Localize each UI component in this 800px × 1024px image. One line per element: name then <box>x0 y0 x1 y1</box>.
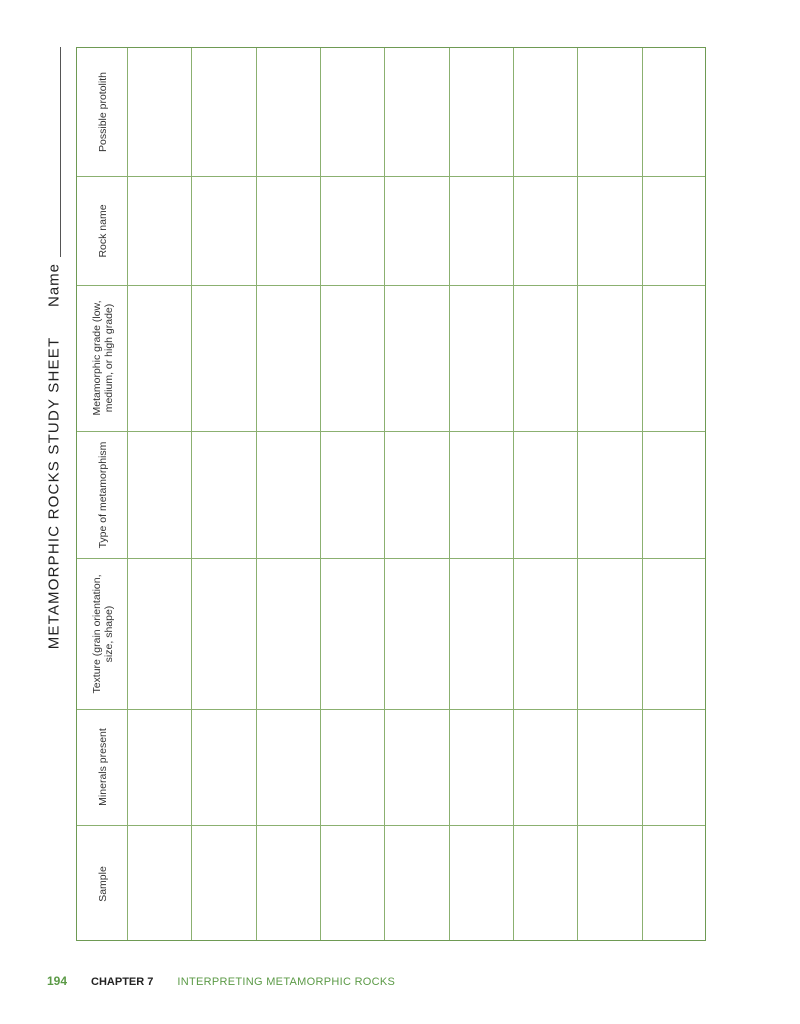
table-cell[interactable] <box>449 825 513 942</box>
table-cell[interactable] <box>642 558 707 709</box>
table-cell[interactable] <box>256 285 320 431</box>
table-cell[interactable] <box>642 176 707 285</box>
table-cell[interactable] <box>320 825 384 942</box>
table-cell[interactable] <box>191 285 256 431</box>
table-cell[interactable] <box>191 431 256 558</box>
table-cell[interactable] <box>127 176 191 285</box>
column-header: Type of metamorphism <box>97 441 109 548</box>
table-cell[interactable] <box>642 48 707 176</box>
table-cell[interactable] <box>127 48 191 176</box>
table-cell[interactable] <box>127 558 191 709</box>
table-cell[interactable] <box>320 431 384 558</box>
table-cell[interactable] <box>127 431 191 558</box>
table-cell[interactable] <box>577 48 642 176</box>
table-cell[interactable] <box>577 176 642 285</box>
table-cell[interactable] <box>513 558 577 709</box>
table-cell[interactable] <box>191 709 256 825</box>
table-cell[interactable] <box>191 48 256 176</box>
table-cell[interactable] <box>384 285 449 431</box>
table-cell[interactable] <box>449 285 513 431</box>
table-cell[interactable] <box>256 176 320 285</box>
table-cell[interactable] <box>642 709 707 825</box>
column-header: Minerals present <box>97 728 109 806</box>
table-cell[interactable] <box>384 709 449 825</box>
study-table <box>76 47 706 941</box>
table-cell[interactable] <box>320 558 384 709</box>
table-cell[interactable] <box>256 431 320 558</box>
table-cell[interactable] <box>384 825 449 942</box>
table-cell[interactable] <box>127 285 191 431</box>
name-label: Name <box>45 262 63 308</box>
table-cell[interactable] <box>384 558 449 709</box>
table-cell[interactable] <box>577 285 642 431</box>
table-cell[interactable] <box>320 48 384 176</box>
table-cell[interactable] <box>449 431 513 558</box>
table-cell[interactable] <box>256 709 320 825</box>
page-footer <box>47 974 395 988</box>
table-cell[interactable] <box>513 48 577 176</box>
chapter-label: CHAPTER 7 <box>91 976 154 988</box>
column-header: Rock name <box>97 203 109 258</box>
table-cell[interactable] <box>384 176 449 285</box>
table-cell[interactable] <box>513 825 577 942</box>
table-cell[interactable] <box>384 48 449 176</box>
table-cell[interactable] <box>642 285 707 431</box>
table-cell[interactable] <box>577 825 642 942</box>
table-cell[interactable] <box>449 176 513 285</box>
column-header: Possible protolith <box>97 72 109 152</box>
name-blank-line[interactable] <box>60 47 61 257</box>
table-cell[interactable] <box>513 176 577 285</box>
table-cell[interactable] <box>191 176 256 285</box>
chapter-title: INTERPRETING METAMORPHIC ROCKS <box>177 976 396 988</box>
page-title: METAMORPHIC ROCKS STUDY SHEET <box>45 336 63 650</box>
table-cell[interactable] <box>642 431 707 558</box>
column-header: Metamorphic grade (low, medium, or high grade) <box>91 300 115 416</box>
table-cell[interactable] <box>191 558 256 709</box>
table-cell[interactable] <box>449 709 513 825</box>
table-cell[interactable] <box>384 431 449 558</box>
table-cell[interactable] <box>320 176 384 285</box>
table-cell[interactable] <box>256 825 320 942</box>
table-cell[interactable] <box>320 285 384 431</box>
table-cell[interactable] <box>256 558 320 709</box>
table-cell[interactable] <box>127 825 191 942</box>
column-header: Texture (grain orientation, size, shape) <box>91 573 115 694</box>
column-header: Sample <box>97 865 109 902</box>
table-cell[interactable] <box>449 48 513 176</box>
table-cell[interactable] <box>513 709 577 825</box>
table-cell[interactable] <box>127 709 191 825</box>
table-cell[interactable] <box>513 285 577 431</box>
table-cell[interactable] <box>577 558 642 709</box>
table-cell[interactable] <box>320 709 384 825</box>
table-cell[interactable] <box>642 825 707 942</box>
table-cell[interactable] <box>513 431 577 558</box>
table-cell[interactable] <box>577 709 642 825</box>
page-number: 194 <box>47 974 68 988</box>
table-cell[interactable] <box>191 825 256 942</box>
table-cell[interactable] <box>577 431 642 558</box>
table-cell[interactable] <box>449 558 513 709</box>
table-cell[interactable] <box>256 48 320 176</box>
